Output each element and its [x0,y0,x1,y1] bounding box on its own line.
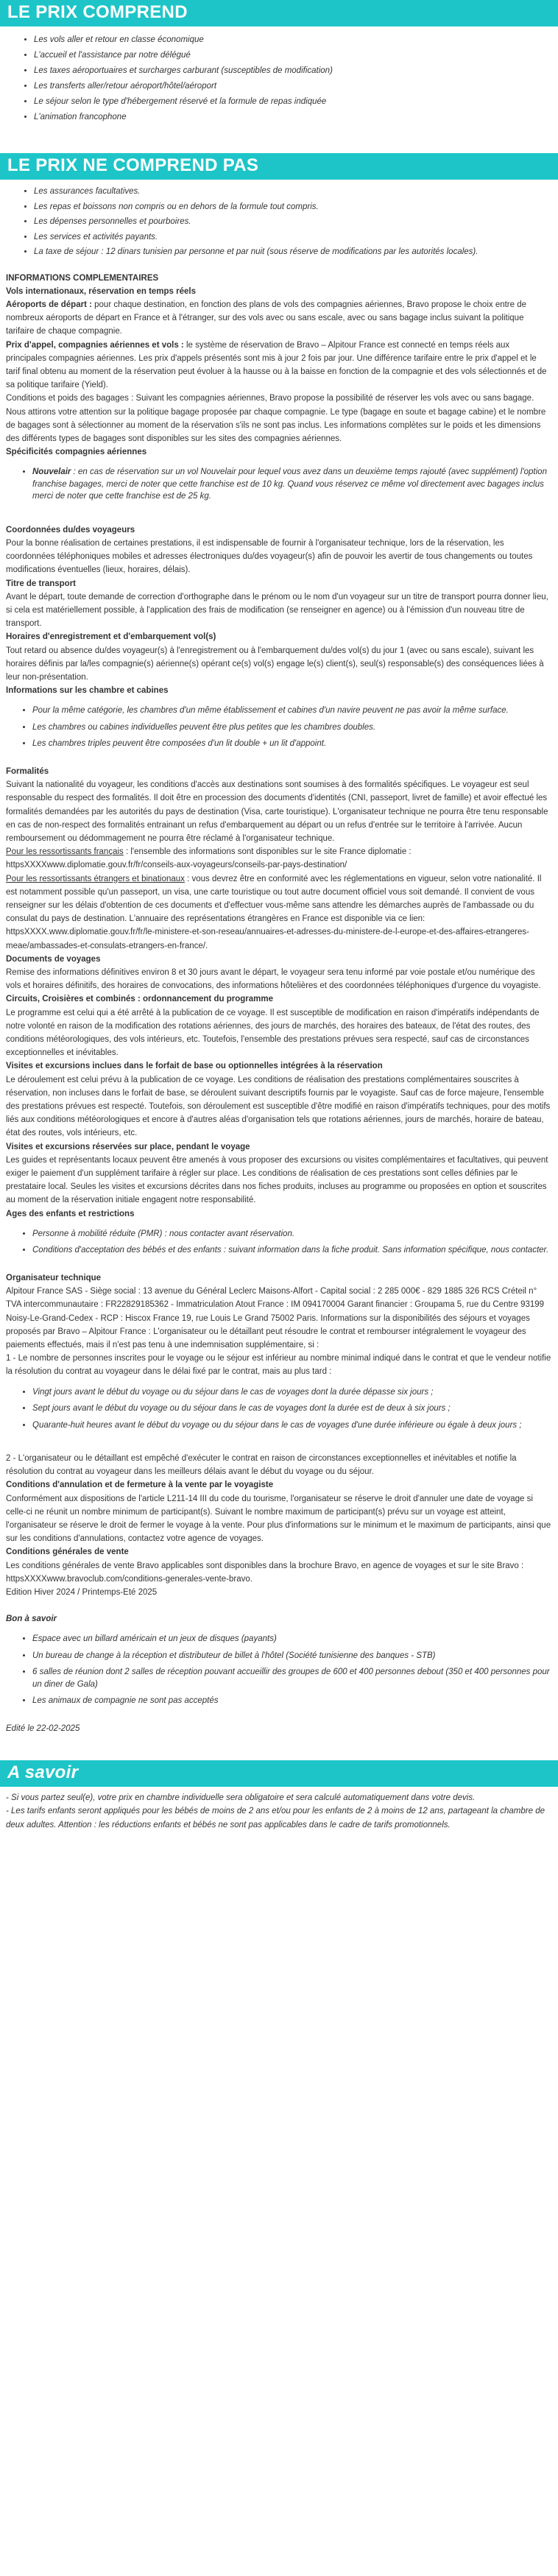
list-item: • Les repas et boissons non compris ou en dehors de la formule tout compris. [34,201,558,214]
list-item: • Les vols aller et retour en classe économique [34,32,558,48]
list-item: • Quarante-huit heures avant le début du voyage ou du séjour dans le cas de voyages d'une durée inférieure ou égale à deux jours ; [32,1419,552,1432]
ressortissants-fr-label: Pour les ressortissants français [6,847,124,857]
edition-text: Edition Hiver 2024 / Printemps-Eté 2025 [6,1588,158,1598]
list-item: • Conditions d'acceptation des bébés et des enfants : suivant information dans la fiche produit. Sans information spécifique, nous contacter. [32,1244,552,1257]
list-item: • Les chambres triples peuvent être composées d'un lit double + un lit d'appoint. [32,738,552,750]
chambre-heading: Informations sur les chambre et cabines [6,686,169,696]
list-item: • Pour la même catégorie, les chambres d'un même établissement et cabines d'un navire peuvent ne pas avoir la même surface. [32,705,552,717]
informations-complementaires [0,272,558,1736]
coordonnees-heading: Coordonnées du/des voyageurs [6,525,135,534]
a-savoir-line: - Si vous partez seul(e), votre prix en chambre individuelle sera obligatoire et sera calculé automatiquement dans votre devis. [6,1793,476,1803]
list-item: • L'animation francophone [34,110,558,125]
horaires-heading: Horaires d'enregistrement et d'embarquement vol(s) [6,632,216,642]
organisateur-point2: 2 - L'organisateur ou le détaillant est empêché d'exécuter le contrat en raison de circonstances exceptionnelles et inévitables et notifie la résolution du contrat au voyageur dans les meilleurs délais avant le début du voyage ou du séjour. [6,1454,517,1477]
horaires-text: Tout retard ou absence du/des voyageur(s) à l'enregistrement ou à l'embarquement du/des vol(s) du jour 1 (avec ou sans escale), suivant les horaires définis par la/les compagnie(s) aérienne(s) opérant ce(s) vol(s) engage le(s) client(s), seul(s) responsable(s) des conséquences liées à leur non-présentation. [6,646,544,682]
cgv-heading: Conditions générales de vente [6,1548,129,1557]
titre-heading: Titre de transport [6,579,76,588]
list-item: • Les dépenses personnelles et pourboires. [34,216,558,228]
prix-comprend-section [0,27,558,128]
aeroports-label: Aéroports de départ : [6,300,92,309]
documents-heading: Documents de voyages [6,954,101,964]
list-item: • Espace avec un billard américain et un jeux de disques (payants) [32,1633,552,1645]
edite-text: Edité le 22-02-2025 [6,1723,80,1733]
nouvelair-label: Nouvelair [32,467,71,477]
ressortissants-etr-label: Pour les ressortissants étrangers et binationaux [6,874,185,883]
ressortissants-etr-paragraph [6,872,552,953]
documents-text: Remise des informations définitives environ 8 et 30 jours avant le départ, le voyageur sera tenu informé par voie postale et/ou numérique des vols et horaires définitifs, des horaires de convocations, des informations hôtelières et des coordonnées téléphoniques d'urgence du voyagiste. [6,968,541,991]
visites-place-text: Les guides et représentants locaux peuvent être amenés à vous proposer des excursions ou visites complémentaires et facultatives, qui peuvent exiger le paiement d'un supplément tarifaire à régler sur place. Les conditions de réalisation de ces prestations sont celles définies par le prestataire local. Seules les visites et excursions décrites dans nos fiches produits, incluses au programme ou proposées en option et souscrites au moment de la réservation initiale engagent notre responsabilité. [6,1155,548,1205]
prix-ne-comprend-list [0,186,558,258]
list-item: • Un bureau de change à la réception et distributeur de billet à l'hôtel (Société tunisienne des banques - STB) [32,1650,552,1662]
list-item: • 6 salles de réunion dont 2 salles de réception pouvant accueillir des groupes de 600 et 400 personnes debout (350 et 400 personnes pour un diner de Gala) [32,1666,552,1690]
ages-list [6,1228,552,1257]
circuits-text: Le programme est celui qui a été arrêté à la publication de ce voyage. Il est susceptible de modification en raison d'impératifs indépendants de notre volonté en raison de la modification des rotations aériennes, des jours de marchés, des horaires des bateaux, de l'état des routes, des conditions météorologiques, des vols intérieurs, etc. Toutefois, l'ensemble des prestations prévues sera respecté, sauf cas de circonstances exceptionnelles et inévitables. [6,1008,540,1058]
annulation-heading: Conditions d'annulation et de fermeture à la vente par le voyagiste [6,1481,274,1490]
list-item: • Le séjour selon le type d'hébergement réservé et la formule de repas indiquée [34,94,558,110]
ressortissants-fr-text: : l'ensemble des informations sont disponibles sur le site France diplomatie : httpsXXXXwww.diplomatie.gouv.fr/fr/conseils-aux-voyageurs/conseils-par-pays-destination/ [6,847,412,870]
formalites-heading: Formalités [6,766,49,776]
annulation-text: Conformément aux dispositions de l'article L211-14 III du code du tourisme, l'organisateur se réserve le droit d'annuler une date de voyage si celle-ci ne réunit un nombre minimum de participant(s). Suivant le nombre maximum de participant(s) prévu sur un voyage est atteint, l'organisateur se réserve le droit de fermer le voyage à la vente. Pour plus d'informations sur le minimum et le maximum de participants, ainsi que sur les conditions d'annulations, contactez votre agence de voyages. [6,1494,551,1544]
list-item [32,466,552,503]
a-savoir-section [0,1787,558,1832]
coordonnees-text: Pour la bonne réalisation de certaines prestations, il est indispensable de fournir à l'organisateur technique, lors de la réservation, les coordonnées téléphoniques mobiles et adresses électroniques du/des voyageur(s) afin de pouvoir les avertir de tous changements ou toutes modifications éventuelles (lieux, horaires, délais). [6,539,533,575]
ressortissants-etr-text: : vous devrez être en conformité avec les réglementations en vigueur, selon votre nationalité. Il est notamment possible qu'un passeport, un visa, une carte touristique ou tout autre document officiel vous soit demandé. Il convient de vous renseigner sur les délais d'obtention de ces documents et d'effectuer vous-même sans attendre les démarches auprès de l'ambassade ou du consulat du pays de destination. L'annuaire des représentations étrangères en France est disponible via ce lien: httpsXXXX.www.diplomatie.gouv.fr/fr/le-ministere-et-son-reseau/annuaires-et-adresses-du-ministere-de-l-europe-et-des-affaires-etrangeres-meae/ambassades-et-consulats-etrangers-en-france/. [6,874,542,950]
info-heading: INFORMATIONS COMPLEMENTAIRES [6,273,159,283]
aeroports-text: pour chaque destination, en fonction des plans de vols des compagnies aériennes, Bravo propose le choix entre de nombreux aéroports de départ en France et à l'étranger, sur des vols avec ou sans escale, avec ou sans bagage inclus suivant la politique tarifaire de chaque compagnie. [6,300,527,336]
organisateur-text: Alpitour France SAS - Siège social : 13 avenue du Général Leclerc Maisons-Alfort - Capital social : 2 285 000€ - 829 1885 326 RCS Créteil n° TVA intercommunautaire : FR22829185362 - Immatriculation Atout France : IM 094170004 Garant financier : Groupama 5, rue du Centre 93199 Noisy-Le-Grand-Cedex - RCP : Hiscox France 19, rue Louis Le Grand 75002 Paris. Informations sur la disponibilités des séjours et voyages proposés par Bravo – Alpitour France : L'organisateur ou le détaillant peut résoudre le contrat et rembourser intégralement le voyageur des paiements effectués, mais il n'est pas tenu à une indemnisation supplémentaire, si : [6,1287,545,1349]
ages-heading: Ages des enfants et restrictions [6,1209,135,1218]
cgv-text: Les conditions générales de vente Bravo applicables sont disponibles dans la brochure Bravo, en agence de voyages et sur le site Bravo : httpsXXXXwww.bravoclub.com/conditions-generales-vente-bravo. [6,1561,524,1584]
list-item: • Les chambres ou cabines individuelles peuvent être plus petites que les chambres doubles. [32,721,552,734]
formalites-text: Suivant la nationalité du voyageur, les conditions d'accès aux destinations sont soumises à des formalités spécifiques. Le voyageur est seul responsable du respect des formalités. Il doit être en procession des documents d'identités (CNI, passeport, livret de famille) et avoir effectué les formalités demandées par les autorités du pays de destination (Visa, carte touristique). L'organisateur technique ne pourra être tenu responsable en cas de non-respect des formalités entrainant un refus d'embarquement au départ ou un refus d'entrée sur le territoire à l'arrivée. Aucun remboursement ou dédommagement ne pourra être réclamé à l'organisateur technique. [6,780,548,843]
aeroports-paragraph [6,298,552,339]
list-item: • Vingt jours avant le début du voyage ou du séjour dans le cas de voyages dont la durée dépasse six jours ; [32,1386,552,1399]
visites-forfait-heading: Visites et excursions inclues dans le forfait de base ou optionnelles intégrées à la réservation [6,1062,383,1071]
organisateur-heading: Organisateur technique [6,1273,102,1282]
ressortissants-fr-paragraph [6,845,552,872]
visites-forfait-text: Le déroulement est celui prévu à la publication de ce voyage. Les conditions de réalisation des prestations complémentaires souscrites à réservation, non incluses dans le forfait de base, se déroulent suivant descriptifs fournis par le voyagiste. Sauf cas de force majeure, l'ensemble des prestations prévues est respecté. Toutefois, son déroulement est susceptible d'être modifié en raison d'impératifs techniques, pour des motifs liés aux conditions météorologiques et encore à d'autres aléas d'organisation tels que rotations aériennes, jours de marchés, horaire de bateau, état des routes, vols intérieurs, etc. [6,1075,551,1138]
list-item: • Les services et activités payants. [34,231,558,244]
visites-place-heading: Visites et excursions réservées sur place, pendant le voyage [6,1142,250,1151]
vols-heading: Vols internationaux, réservation en temps réels [6,286,196,296]
prix-ne-comprend-section [0,180,558,264]
list-item: • La taxe de séjour : 12 dinars tunisien par personne et par nuit (sous réserve de modifications par les autorités locales). [34,246,558,258]
prix-comprend-list [0,32,558,125]
prix-comprend-banner: LE PRIX COMPREND [0,0,558,27]
a-savoir-line: - Les tarifs enfants seront appliqués pour les bébés de moins de 2 ans et/ou pour les enfants de 2 à moins de 12 ans, partageant la chambre de deux adultes. Attention : les réductions enfants et bébés ne sont pas applicables dans le cadre de tarifs promotionnels. [6,1807,545,1829]
list-item: • Les taxes aéroportuaires et surcharges carburant (susceptibles de modification) [34,63,558,79]
prix-appel-paragraph [6,339,552,392]
specificites-list [6,466,552,503]
list-item: • Les animaux de compagnie ne sont pas acceptés [32,1695,552,1707]
list-item: • Les transferts aller/retour aéroport/hôtel/aéroport [34,79,558,94]
list-item: • Les assurances facultatives. [34,186,558,198]
conditions-bagages-text: Conditions et poids des bagages : Suivant les compagnies aériennes, Bravo propose la possibilité de réserver les vols avec ou sans bagage. Nous attirons votre attention sur la politique bagage proposée par chaque compagnie. Le type (bagage en soute et bagage cabine) et le nombre de bagages sont à sélectionner au moment de la réservation s'ils ne sont pas inclus. Les informations complètes sur le poids et les dimensions des différents types de bagages sont disponibles sur les sites des compagnies aériennes. [6,394,546,443]
titre-text: Avant le départ, toute demande de correction d'orthographe dans le prénom ou le nom d'un voyageur sur un titre de transport pourra donner lieu, si cela est matériellement possible, à l'application des frais de modification (se renseigner en agence) ou à l'émission d'un nouveau titre de transport. [6,592,548,629]
nouvelair-text: : en cas de réservation sur un vol Nouvelair pour lequel vous avez dans un deuxième temps rajouté (avec supplément) l'option franchise bagages, merci de noter que cette franchise est de 10 kg. Quand vous réservez ce même vol directement avec bagages inclus merci de noter que cette franchise est de 25 kg. [32,467,547,501]
specificites-heading: Spécificités compagnies aériennes [6,448,147,457]
bon-savoir-heading: Bon à savoir [6,1615,57,1624]
list-item: • L'accueil et l'assistance par notre délégué [34,48,558,63]
a-savoir-banner: A savoir [0,1760,558,1787]
prix-appel-text: le système de réservation de Bravo – Alpitour France est connecté en temps réels aux principales compagnies aériennes. Les prix d'appels présentés sont mis à jour 2 fois par jour. Une différence tarifaire entre le prix d'appel et le tarif final obtenu au moment de la réservation peut évoluer à la hausse ou à la baisse en fonction de la compagnie et des vols sélectionnés et de sa politique tarifaire (Yield). [6,340,547,390]
delai-list [6,1386,552,1432]
list-item: • Sept jours avant le début du voyage ou du séjour dans le cas de voyages dont la durée est de deux à six jours ; [32,1402,552,1415]
prix-ne-comprend-banner: LE PRIX NE COMPREND PAS [0,153,558,180]
prix-appel-label: Prix d'appel, compagnies aériennes et vols : [6,340,184,350]
bon-savoir-list [6,1633,552,1707]
circuits-heading: Circuits, Croisières et combinés : ordonnancement du programme [6,995,273,1004]
list-item: • Personne à mobilité réduite (PMR) : nous contacter avant réservation. [32,1228,552,1241]
organisateur-point1: 1 - Le nombre de personnes inscrites pour le voyage ou le séjour est inférieur au nombre minimal indiqué dans le contrat et que le vendeur notifie la résolution du contrat au voyageur dans le délai fixé par le contrat, mais au plus tard : [6,1354,551,1377]
chambre-list [6,705,552,750]
